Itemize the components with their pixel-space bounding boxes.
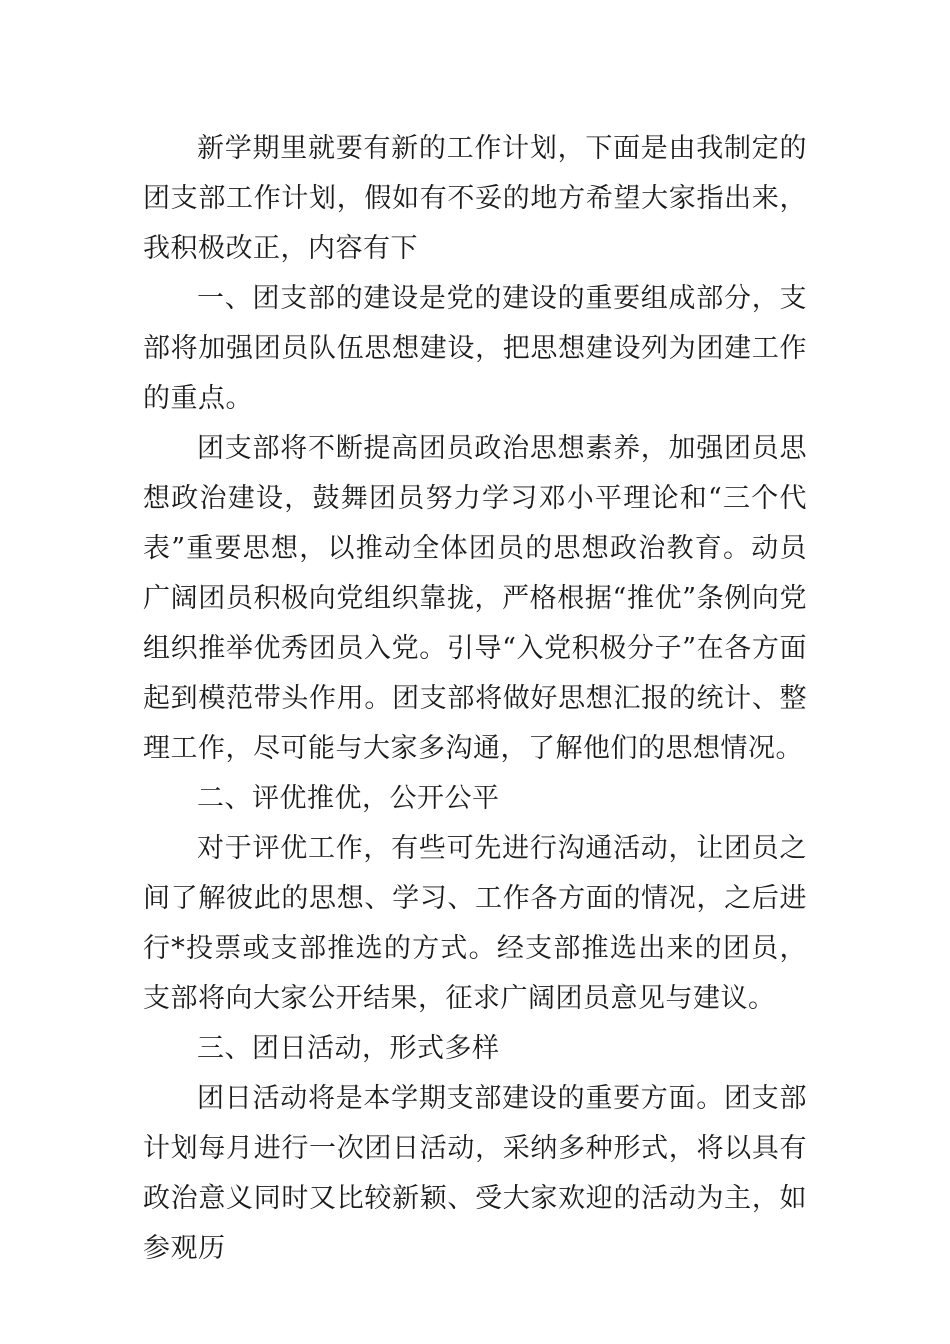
- paragraph-intro: 新学期里就要有新的工作计划，下面是由我制定的团支部工作计划，假如有不妥的地方希望大家指出来，我积极改正，内容有下: [143, 133, 807, 264]
- paragraph-section-3-body: 团日活动将是本学期支部建设的重要方面。团支部计划每月进行一次团日活动，采纳多种形式，将以具有政治意义同时又比较新颖、受大家欢迎的活动为主，如参观历: [143, 1083, 807, 1264]
- paragraph-section-3-heading: 三、团日活动，形式多样: [197, 1033, 500, 1064]
- paragraph-section-1: 一、团支部的建设是党的建设的重要组成部分，支部将加强团员队伍思想建设，把思想建设列为团建工作的重点。: [143, 283, 807, 414]
- paragraph-section-2-body: 对于评优工作，有些可先进行沟通活动，让团员之间了解彼此的思想、学习、工作各方面的情况，之后进行*投票或支部推选的方式。经支部推选出来的团员，支部将向大家公开结果，征求广阔团员意见与建议。: [143, 833, 807, 1014]
- document-body: [143, 124, 807, 1274]
- paragraph-section-2-heading: 二、评优推优，公开公平: [197, 783, 500, 814]
- paragraph-section-1-body: 团支部将不断提高团员政治思想素养，加强团员思想政治建设，鼓舞团员努力学习邓小平理论和“三个代表”重要思想，以推动全体团员的思想政治教育。动员广阔团员积极向党组织靠拢，严格根据“推优”条例向党组织推举优秀团员入党。引导“入党积极分子”在各方面起到模范带头作用。团支部将做好思想汇报的统计、整理工作，尽可能与大家多沟通，了解他们的思想情况。: [143, 433, 807, 764]
